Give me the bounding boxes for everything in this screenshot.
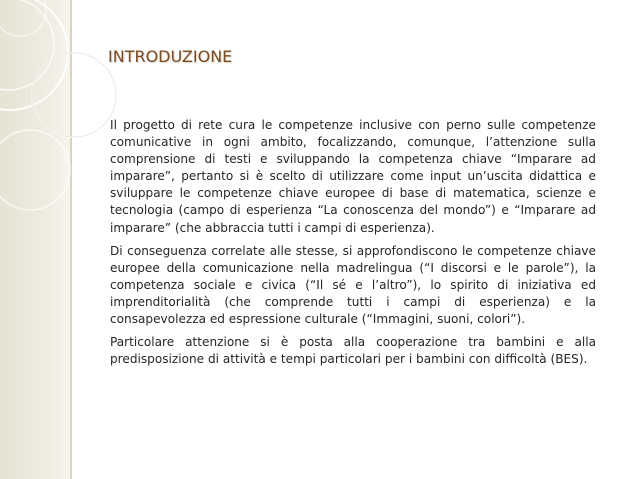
paragraph-1: Il progetto di rete cura le competenze inclusive con perno sulle competenze comunicative in ogni ambito, focalizzando, comunque, l’attenzione sulla comprensione di testi e sviluppando la competenza chiave “Imparare ad imparare”, pertanto si è scelto di utilizzare come input un’uscita didattica e sviluppare le competenze chiave europee di base di matematica, scienze e tecnologia (campo di esperienza “La conoscenza del mondo”) e “Imparare ad imparare” (che abbraccia tutti i campi di esperienza).: [110, 118, 596, 235]
paragraph-3: Particolare attenzione si è posta alla cooperazione tra bambini e alla predisposizione di attività e tempi particolari per i bambini con difficoltà (BES).: [110, 335, 596, 367]
deco-circle-top: [0, 0, 46, 36]
paragraph-2: Di conseguenza correlate alle stesse, si approfondiscono le competenze chiave europee della comunicazione nella madrelingua (“I discorsi e le parole”), la competenza sociale e civica (“Il sé e l’altro”), lo spirito di iniziativa ed imprenditorialità (che comprende tutti i campi di esperienza) e la consapevolezza ed espressione culturale (“Immagini, suoni, colori”).: [110, 243, 596, 327]
deco-circle-low: [0, 130, 70, 210]
deco-circle-mid: [32, 53, 116, 137]
slide-body: [110, 117, 596, 374]
slide-title: INTRODUZIONE: [108, 47, 233, 66]
deco-circle-outer: [0, 0, 68, 110]
